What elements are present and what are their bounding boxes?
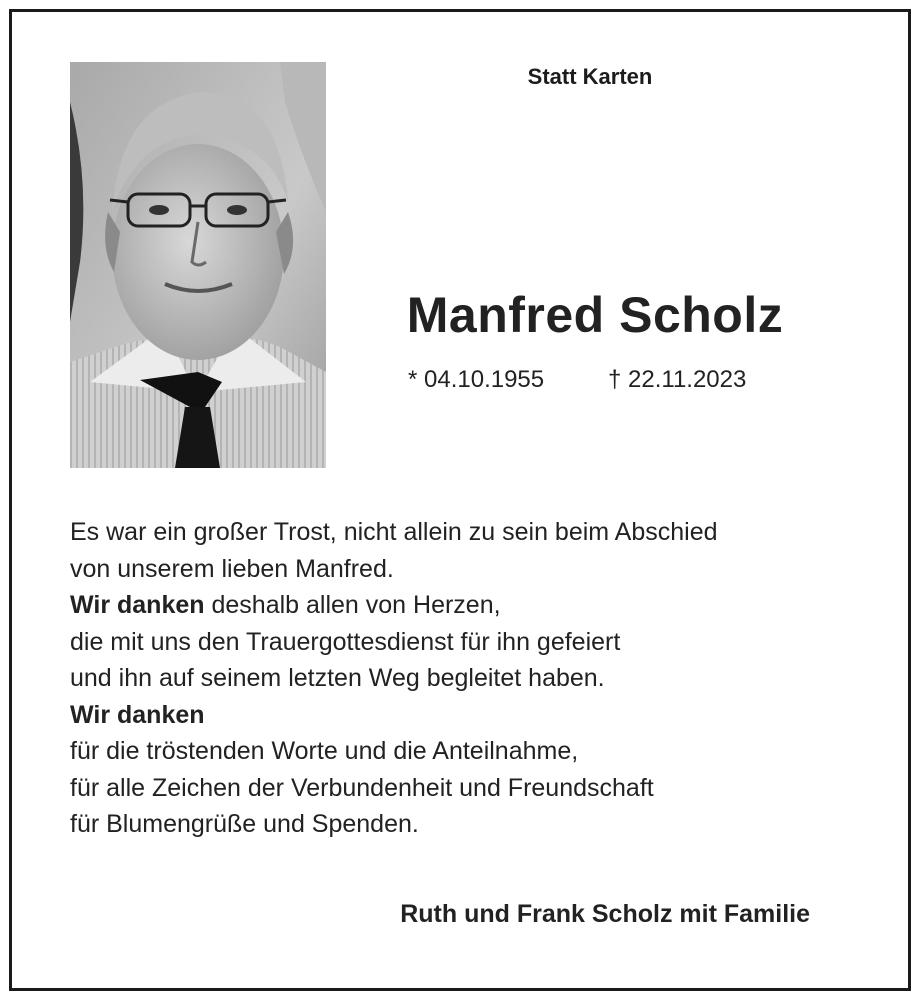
family-signature: Ruth und Frank Scholz mit Familie: [400, 900, 810, 928]
wir-danken-emphasis: Wir danken: [70, 700, 205, 729]
birth-date: * 04.10.1955: [408, 366, 545, 393]
wir-danken-emphasis: Wir danken: [70, 591, 205, 619]
statt-karten-heading: Statt Karten: [527, 64, 653, 89]
message-line: für Blumengrüße und Spenden.: [70, 810, 419, 838]
message-line: von unserem lieben Manfred.: [70, 554, 394, 583]
message-line: die mit uns den Trauergottesdienst für ihn gefeiert: [70, 627, 621, 656]
message-line: für die tröstenden Worte und die Anteilnahme,: [70, 737, 579, 765]
message-line: und ihn auf seinem letzten Weg begleitet haben.: [70, 664, 605, 692]
thank-you-message: [70, 514, 850, 843]
message-line: [70, 697, 850, 734]
message-line: für alle Zeichen der Verbundenheit und Freundschaft: [70, 773, 654, 802]
deceased-name: Manfred Scholz: [406, 287, 784, 343]
message-line-rest: deshalb allen von Herzen,: [204, 591, 501, 619]
message-line: Es war ein großer Trost, nicht allein zu sein beim Abschied: [70, 518, 718, 546]
portrait-illustration: [70, 62, 326, 468]
portrait-photo: [70, 62, 326, 468]
message-line: [70, 587, 850, 624]
death-date: † 22.11.2023: [608, 366, 747, 393]
